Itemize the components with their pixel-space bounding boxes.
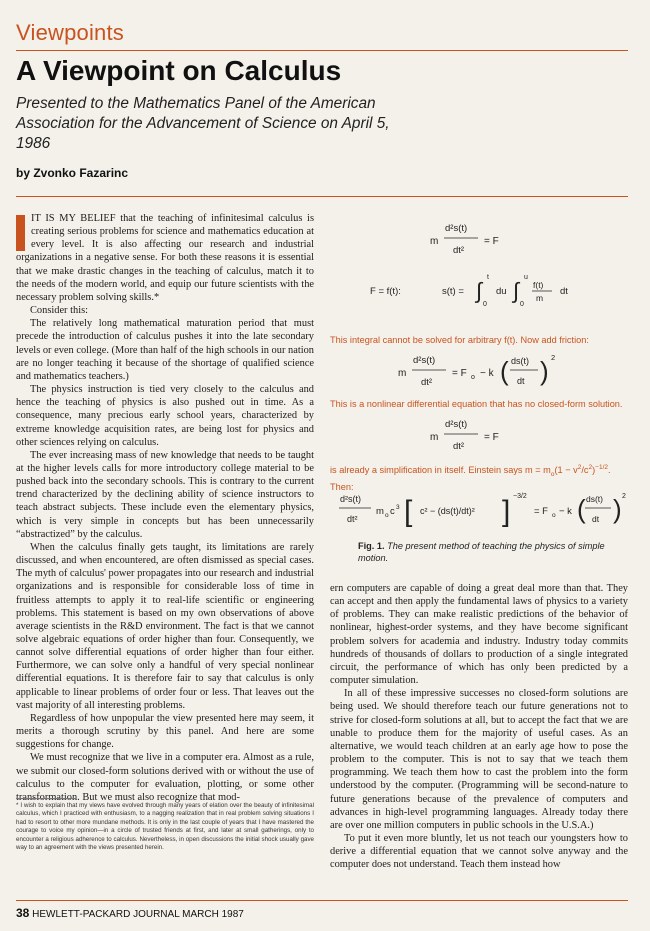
drop-cap-bar <box>16 215 25 251</box>
integral-sign: ∫ <box>476 278 483 303</box>
caption-label: Fig. 1. <box>358 541 385 551</box>
paragraph <box>16 212 314 304</box>
eq-symbol: d²s(t) <box>445 419 468 430</box>
eq-symbol: − k <box>559 506 572 517</box>
paragraph: The physics instruction is tied very closely to the calculus and hence the teaching of physics is also pushed out in time. As a consequence, many precious early school years, characterized by extreme knowledge acquisition rates, are being lost for physics and other sciences relying on calculus. <box>16 384 314 448</box>
figure-caption <box>358 540 628 564</box>
header-rule <box>16 50 628 51</box>
eq-symbol: = F <box>452 368 467 379</box>
drop-cap-letter: I <box>31 213 35 224</box>
eq-symbol: f(t) <box>533 280 544 290</box>
eq-symbol: dt² <box>347 514 358 524</box>
article-title: A Viewpoint on Calculus <box>16 55 342 86</box>
text-run: /c <box>581 465 589 476</box>
text-run: . <box>608 465 611 476</box>
eq-symbol: m <box>376 506 384 517</box>
eq-symbol: m <box>430 432 439 443</box>
eq-symbol: dt <box>592 514 600 524</box>
eq-symbol: = F <box>484 432 499 443</box>
text-run: −1/2 <box>595 464 609 471</box>
paragraph: We must recognize that we live in a computer era. Almost as a rule, we submit our closed-form solutions derived with or without the use of calculus to the computer for evaluation, plotting, or some other transformation. But we must also recognize that mod- <box>16 752 314 803</box>
equation-newton <box>430 218 540 260</box>
eq-symbol: dt² <box>453 441 465 452</box>
eq-symbol: o <box>471 374 475 381</box>
eq-symbol: = F <box>484 236 499 247</box>
eq-symbol: 0 <box>483 301 487 308</box>
paragraph-text: T IS MY BELIEF that the teaching of infinitesimal calculus is creating serious problems for science and mathematics education at every level. It is also affecting our research and industrial organizations in a negative sense. For both these reasons it is essential that we make drastic changes in the teaching of calculus, match it to the needs of the modern world, and equip our future scientists with the necessary problem solving skills.* <box>16 213 314 303</box>
eq-symbol: dt² <box>453 245 465 256</box>
paragraph: The ever increasing mass of new knowledge that needs to be taught at the higher levels calls for more introductory college material to be pushed back into the secondary schools. This is contrary to the current trend characterized by the declining ability of science instructors to teach abstract subjects. These include even the elementary physics, which is very simple in concepts but has been unnecessarily “abstractized” by the calculus. <box>16 449 314 540</box>
equation-integral <box>370 270 600 312</box>
journal-name: HEWLETT-PACKARD JOURNAL MARCH 1987 <box>32 909 244 920</box>
eq-symbol: d²s(t) <box>340 494 361 504</box>
article-subtitle: Presented to the Mathematics Panel of the American Association for the Advancement of Science on April 5, 1986 <box>16 95 390 152</box>
text-run: ) <box>592 465 596 476</box>
eq-symbol: m <box>398 368 407 379</box>
text-run: is already a simplification in itself. Einstein says m = m <box>330 465 551 476</box>
equation-friction <box>398 350 578 392</box>
eq-symbol: c² − (ds(t)/dt)² <box>420 506 475 516</box>
paragraph: Consider this: <box>30 305 89 317</box>
paragraph: To put it even more bluntly, let us not teach our youngsters how to derive a differential equation that we cannot solve anyway and the computer does not understand. Teach them instead how <box>330 832 628 871</box>
footnote: * I wish to explain that my views have evolved through many years of elation over the beauty of infinitesimal calculus, which I practiced with enthusiasm, to a nagging realization that in real problem solving situations I had to resort to other more mundane methods. It is only in the last couple of years that I have mastered the courage to voice my opinion—in a circle of trusted friends at first, and later at small gatherings, only to encounter a religious adherence to calculus. Nevertheless, in open discussions the initial shock usually gave way to an agreement with the views presented herein. <box>16 802 314 852</box>
eq-symbol: ds(t) <box>511 356 529 366</box>
right-column <box>330 582 628 871</box>
eq-symbol: s(t) = <box>442 286 464 297</box>
text-run: 2 <box>588 464 593 471</box>
equation-relativistic <box>330 488 628 534</box>
eq-symbol: = F <box>534 506 548 517</box>
paragraph: The relatively long mathematical maturation period that must precede the introduction of calculus pushes it into the late secondary levels or even college. (More than half of the high schools in our nation are no longer teaching it because of the shortage of qualified science and mathematics teachers.) <box>16 318 314 382</box>
byline-rule <box>16 196 628 197</box>
paren: ) <box>540 356 549 386</box>
text-run: Then: <box>330 481 354 492</box>
eq-symbol: dt² <box>421 377 433 388</box>
paragraph: When the calculus finally gets taught, its limitations are rarely discussed, and when encountered, are often dismissed as special cases. The myth of calculus' power propagates into our research and industrial organizations and is responsible for considerable loss of time in fruitless attempts to apply it to real-life scientific or engineering problems. This statement is based on my own observations of above average scientists in the R&D environment. The fact is that we cannot solve algebraic equations of order higher than four. Consequently, we cannot solve differential equations of order higher than four either. Furthermore, we can solve only a handful of very special nonlinear differential equations. It is therefore fair to say that calculus is only applicable to linear problems of order four or less. That leaves out the vast majority of all interesting problems. <box>16 541 314 711</box>
eq-symbol: c <box>390 506 395 517</box>
eq-symbol: d²s(t) <box>413 355 436 366</box>
eq-symbol: du <box>496 286 507 297</box>
paragraph: Regardless of how unpopular the view presented here may seem, it merits a thorough scrutiny by this panel. And here are some suggestions for change. <box>16 712 314 751</box>
page-number: 38 <box>16 906 30 920</box>
figure-text: This integral cannot be solved for arbitrary f(t). Now add friction: <box>330 335 589 345</box>
bracket: ] <box>502 495 511 528</box>
eq-symbol: 2 <box>551 353 556 362</box>
eq-symbol: 0 <box>520 301 524 308</box>
eq-symbol: 3 <box>396 504 400 511</box>
equation-newton-repeat <box>430 414 540 456</box>
eq-symbol: m <box>430 236 439 247</box>
bracket: [ <box>404 495 413 528</box>
paren: ) <box>613 494 622 524</box>
eq-symbol: u <box>524 274 528 281</box>
paragraph: In all of these impressive successes no closed-form solutions are being used. We should therefore teach our future generations not to strive for closed-form solutions at all, but to accept the fact that we are unable to produce them for the majority of useful cases. As an alternative, we would teach children at an early age how to pose the problem to the computer. This is not to say that we teach them programming. We teach them how to cast the problem into the form understood by the computer. (Programming will be second-nature to future generations because of the prevalence of computers and advances in high-level programming languages. Already today there are over one million computers in public schools in the U.S.A.) <box>330 688 628 831</box>
eq-symbol: t <box>487 274 489 281</box>
paragraph: ern computers are capable of doing a great deal more than that. They can accept and then apply the fundamental laws of physics to a variety of problems. They can make realistic predictions of the behavior of nonlinear, highest-order systems, and they have become significant problem solvers for academia and industry. Industry today commits hundreds of thousands of dollars to production of a single integrated circuit, the performance of which has only been predicted by a computer simulation. <box>330 583 628 687</box>
eq-symbol: ds(t) <box>586 494 603 504</box>
text-run: (1 − v <box>554 465 578 476</box>
paren: ( <box>577 494 586 524</box>
footnote-rule <box>16 798 76 799</box>
eq-symbol: F = f(t): <box>370 286 401 297</box>
eq-symbol: o <box>552 512 556 519</box>
eq-symbol: dt <box>517 376 525 386</box>
section-label: Viewpoints <box>16 20 124 45</box>
text-run: 2 <box>577 464 582 471</box>
left-column <box>16 212 314 804</box>
eq-symbol: m <box>536 293 544 303</box>
page-footer <box>16 906 244 920</box>
eq-symbol: dt <box>560 286 568 297</box>
figure-1 <box>330 212 628 572</box>
figure-text: This is a nonlinear differential equation that has no closed-form solution. <box>330 399 623 409</box>
paren: ( <box>500 356 509 386</box>
integral-sign: ∫ <box>513 278 520 303</box>
eq-symbol: 2 <box>622 493 626 500</box>
eq-symbol: d²s(t) <box>445 223 468 234</box>
eq-symbol: o <box>385 512 389 519</box>
eq-symbol: − k <box>480 368 494 379</box>
eq-symbol: −3/2 <box>513 493 527 500</box>
byline: by Zvonko Fazarinc <box>16 166 129 180</box>
text-run: o <box>550 470 555 478</box>
footer-rule <box>16 900 628 901</box>
caption-text: The present method of teaching the physics of simple motion. <box>358 541 605 563</box>
